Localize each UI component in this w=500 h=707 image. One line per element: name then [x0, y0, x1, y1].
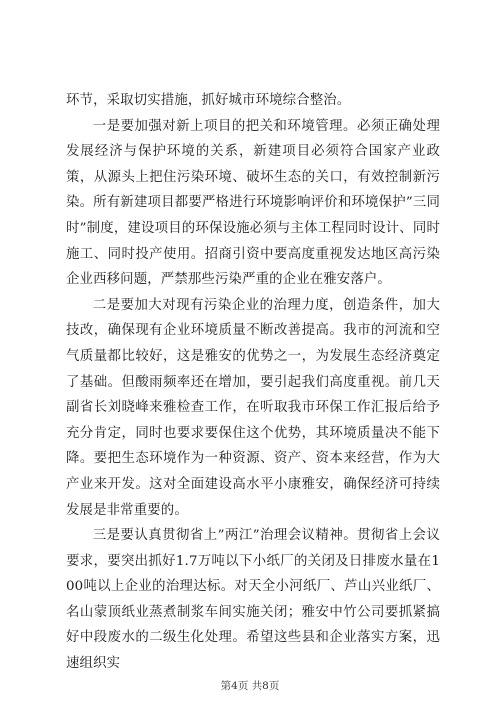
- paragraph-pollution-control: 二是要加大对现有污染企业的治理力度，创造条件，加大技改，确保现有企业环境质量不断改善提高。我市的河流和空气质量都比较好，这是雅安的优势之一，为发展生态经济奠定了基础。但酸雨频率还在增加，要引起我们高度重视。前几天副省长刘晓峰来雅检查工作，在听取我市环保工作汇报后给予充分肯定，同时也要求要保住这个优势，其环境质量决不能下降。要把生态环境作为一种资源、资产、资本来经营，作为大产业来开发。这对全面建设高水平小康雅安，确保经济可持续发展是非常重要的。: [66, 297, 440, 518]
- paragraph-continuation: 环节，采取切实措施，抓好城市环境综合整治。: [66, 93, 351, 108]
- paragraph-two-rivers: 三是要认真贯彻省上”两江”治理会议精神。贯彻省上会议要求，要突出抓好1.7万吨以下小纸厂的关闭及日排废水量在100吨以上企业的治理达标。对天全小河纸厂、芦山兴业纸厂、名山蒙顶纸业蒸煮制浆车间实施关闭；雅安中竹公司要抓紧搞好中段废水的二级生化处理。希望这些县和企业落实方案，迅速组织实: [66, 528, 440, 672]
- document-body: [66, 88, 440, 677]
- page-number-footer: 第4页 共8页: [220, 680, 280, 692]
- paragraph-project-management: 一是要加强对新上项目的把关和环境管理。必须正确处理发展经济与保护环境的关系，新建项目必须符合国家产业政策，从源头上把住污染环境、破坏生态的关口，有效控制新污染。所有新建项目都要严格进行环境影响评价和环境保护”三同时”制度，建设项目的环保设施必须与主体工程同时设计、同时施工、同时投产使用。招商引资中要高度重视发达地区高污染企业西移问题，严禁那些污染严重的企业在雅安落户。: [66, 118, 440, 288]
